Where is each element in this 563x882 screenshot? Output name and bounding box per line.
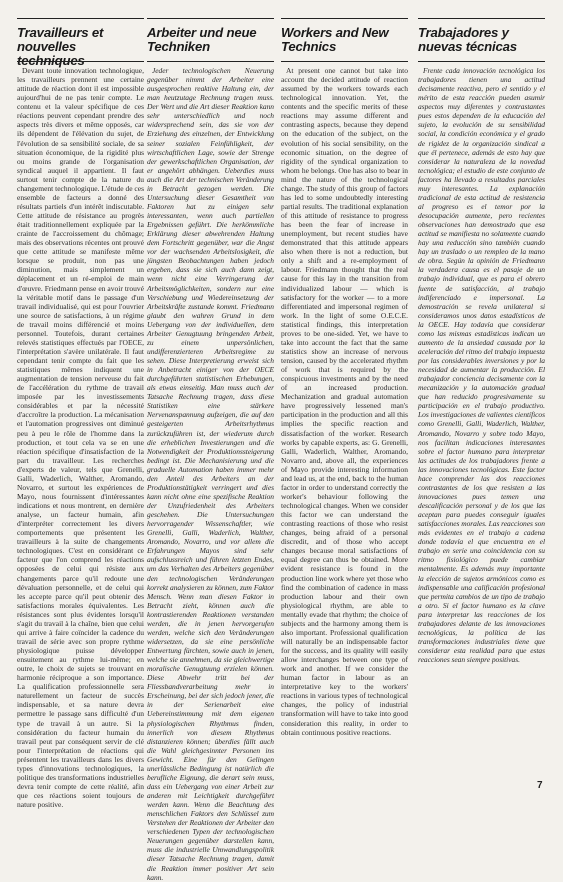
top-rule: [418, 18, 545, 19]
paragraph: Devant toute innovation technologique, les travailleurs prennent une certaine attitude de réaction dont il est impossible aujourd'hui de ne pas tenir compte. Le contenu et la valeur spécifique de ces réactions peuvent cependant prendre des aspects très divers et même opposés, car ils dépendent de l'élévation du sujet, de l'évolution de sa sensibilité sociale, de sa situation économique, de la rigidité plus ou moins grande de l'organisation syndical auquel il appartient. Il faut surtout tenir compte de la nature du changement technologique. L'étude de ces ensemble de facteurs a donné des résultats partiels d'un intérêt indiscutable. Cette attitude de résistance au progrès était traditionnellement expliquée par la crainte de l'accroissement du chômage; mais des observations récentes ont prouvé que cette attitude se manifeste même lorsque se produit, non pas une diminution, mais simplement un déplacement et un ré-emploi de main d'œuvre. Friedmann pense en avoir trouvé la véritable motif dans le passage d'un travail individualisé, qui est pour l'ouvrier une source de satisfactions, à un régime de travail moins différencié et moins personnel. Toutefois, durant certaines relevés statistiques effectués par l'OECE, l'interprétation s'avère unilatérale. Il faut cependant tenir compte du fait que les statistiques mêmes indiquent une augmentation de tension nerveuse du fait de l'accélération du rythme de travail imposée par les investissements considérables et par la nécessité d'accroître la production. La mécanisation et l'automation progressives ont diminué peu à peu le rôle de l'homme dans la production, et tout cela va se en une réaction spécifique d'insatisfaction de la part du travailleur. Les recherches d'experts de valeur, tels que Grenelli, Galli, Waderlich, Walther, Aromando, Novarro, et surtout les expériences de Mayo, nous fournissent d'intéressantes indications et nous montrent, en dernière analyse, un facteur humain, afin d'interpréter correctement les divers comportements que présentent les travailleurs à la suite de changements technologiques. C'est en considérant ce facteur que l'on comprend les réactions opposées de celui qui résiste aux changements parce qu'il redoute une dévaluation personnelle, et de celui qui les accepte parce qu'il peut obtenir des satisfactions morales équivalentes. Les résistances sont plus évidentes lorsqu'il s'agit du travail à la chaîne, bien que celui qui arrive à faire coïncider la cadence du travail de série avec son propre rythme physiologique puisse développer ensuitement au rythme lui-même; en outre, le choix de sujets se trouvant en harmonie réciproque a son importance. La qualification professionnelle sera naturellement un facteur de succès indispensable, et sa nature devra permettre le passage sans difficulté d'un type de travail à un autre. Si la considération du facteur humain du travail peut par conséquent servir de clé pour l'interprétation de réactions qui présentent les travailleurs dans les divers types d'innovations technologiques, la politique des transformations industrielles devra tenir compte de cette réalité, afin que ces réactions soient toujours de nature positive.: [17, 66, 144, 810]
column-body: [281, 66, 408, 778]
top-rule: [281, 18, 408, 19]
paragraph: At present one cannot but take into account the decided attitude of reaction assumed by the workers towards each technological innovation. Yet, the contents and the specific merits of these reactions may assume different and contrasting aspects, because they depend on the education of the subject, on the evolution of his social sensibility, on the economic situation, on the degree of rigidity of the syndical organization to whom he belongs. One has also to bear in mind the nature of the technological change. The study of this group of factors has led to some undoubtedly interesting partial results. The traditional explanation of this attitude of resistance to progress has been the fear of increase in unemployment, but recent studies have demonstrated that this attitude appears also when there is not a reduction, but only a shift and a re-employment of labour. Friedmann thought that the real cause for this lay in the transition from individualized labour — which is satisfactory for the worker — to a more differentiated and impersonal regimen of work. In the light of some O.E.C.E. statistical findings, this interpretation proves to be one-sided. Yet, we have to take into account the fact that the same statistics show an increase of nervous tension, caused by the accelerated rhythm of work that is required by the conspicuous investments and by the need of an increased production. Mechanization and gradual automation have progressively lessened man's participation in the production and all this implies the specific reaction and dissatisfaction of the worker. Research works by capable experts, as: G. Grenelli, Galli, Waderlich, Walther, Aromando, Novarro and, above all, the experiences of Mayo provide interesting information and lead us, at the end, back to the human factor in order to understand correctly the worker's behaviour following the technological changes. When we consider this factor we can understand the contrasting reactions of those who resist changes, being afraid of a personal discredit, and of those who accept changes because moral satisfactions of equal degree can thus be obtained. More evident resistance is found in the production line work where yet those who find the combination of cadence in mass production labour and their own physiological rhythm, are able to mentally evade that rhythm; the choice of subjects and the harmony among them is also important. Professional qualification will naturally be an indispensable factor for the success, and its quality will easily allow interchanges between one type of work and another. If we consider the human factor in labour as an interpretative key to the workers' reactions in various types of technological changes, the policy of industrial transformation will have to take into good consideration this reality, in order to obtain continuous positive reactions.: [281, 66, 408, 737]
paragraph: Frente cada innovación tecnológica los trabajadores tienen una actitud decisamente reactiva, pero el sentido y el mérito de esta reacción pueden asumir aspectos muy diferentes y contrastantes pues estos dependen de la educación del sujeto, la evolución de su sensibilidad social, la condición económica y el grado de rigidez de la organización sindical a que él pertenece, además de esto hay que considerar la naturaleza de la novedad tecnológica; el estudio de este conjunto de factores ha llevado a resultados parciales muy interesantes. La explanación tradicional de esta actitud de resistencia al progreso es el temor por la desocupación aumente, pero recientes observaciones han demostrado que esa actitud se manifiesta no solamente cuando hay una reducción sino también cuando hay un traslado o un rempleo de la mano de obra. Según la opinión de Friedmann la verdadera causa es el pasaje de un trabajo individual, que es para el obrero fuente de satisfacción, al trabajo indiferenciado e impersonal. La demostración se revela unilateral si consideramos unos datos estadísticos de la OECE. Hay todavía que considerar como las mismas estadísticas indican un aumento de la ansiedad causada por la aceleración del ritmo del trabajo impuesta por las considerables inversiones y por la necesidad de aumentar la producción. El trabajador conciencia decisamente con la mecanización y la automación gradual que han reducido progresivamente su participación en el trabajo productivo. Los investigaciones de valientes científicos como Grenelli, Galli, Waderlich, Walther, Aromando, Novarro y sobre todo Mayo, nos facilitan indicaciones interesantes sobre el factor humano para interpretar las actitudes de los trabajadores frente a las innovaciones tecnológicas. Este factor hace comprender las dos reacciones contrastantes de los que resisten a las innovaciones pues temen una descalificación personal y de los que las aceptan para puedes conseguir iguales satisfacciones morales. Las reacciones son más evidentes en el trabajo a cadena donde todavía el que encuentra en el trabajo en serie una coincidencia con su ritmo fisiológico puede cambiar mentalmente. Es además muy importante la elección de sujetos armónicos como es indispensable una calificación profesional que permita cambios de un tipo de trabajo a otro. Si el factor humano es la clave para interpretar las reacciones de los trabajadores delante de las innovaciones tecnológicas, la política de las transformaciones industriales tiene que considerar esta realidad para que estas reacciones sean siempre positivas.: [418, 66, 545, 665]
page-number: 7: [537, 780, 543, 791]
paragraph: Jeder technologischen Neuerung gegenüber nimmt der Arbeiter eine ausgesprochen reaktive Haltung ein, der man heutzutage Rechnung tragen muss. Der Wert und die Art dieser Reaktion kann sehr unterschiedlich und noch widersprechend sein, das sie von der Erziehung des einzelnen, der Entwicklung seiner sozialen Feinfühligkeit, der wirtschaftlichen Lage, sowie der Strenge der gewerkschaftlichen Organisation, der er angehört abhängen. Ueberdies muss auch die Art der technischen Veränderung in Betracht gezogen werden. Die Untersuchung dieser Gesamtheit von Faktoren hat zu einigen sehr interessanten, wenn auch partiellen Ergebnissen geführt. Die herkömmliche Erklärung dieser abwehrenden Haltung dem Fortschritt gegenüber, war die Angst vor der wachsenden Arbeitslosigkeit, die jüngsten Beobachtungen haben jedoch ergeben, dass sie sich auch dann zeigt, wenn nicht eine Verringerung der Arbeitsmöglichkeiten, sondern nur eine Verschiebung und Wiedereinsetzung der Arbeitskräfte zustande kommt. Friedmann glaubt den wahren Grund in dem Uebergang von der individuellen, dem Arbeiter Genugtuung bringenden Arbeit, zu einem unpersönlichen, undifferenzierteren Arbeitsregime zu sehen. Diese Interpretierung erweist sich in Anbetracht einiger von der OECE durchgeführten statistischen Erhebungen, als etwas einseitig. Man muss auch der Tatsache Rechnung tragen, dass diese Statistiken eine stärkere Nervenanspannung aufzeigen, die auf den gesteigerten Arbeitsrhythmus zurückzuführen ist, der wiederum durch die erheblichen Investierungen und die Notwendigkeit der Produktionssteigerung bedingt ist. Die Mechanisierung und die graduelle Automation haben immer mehr den Anteil des Arbeiters an der Produktionstätigkeit verringert und dies kann nicht ohne eine spezifische Reaktion der Unzufriedenheit des Arbeiters geschehen. Die Untersuchungen hervorragender Wissenschaftler, wie Grenelli, Galli, Waderlich, Walther, Aromando, Novarro, und vor allem die Erfahrungen Mayos sind sehr aufschlussreich und führen letzten Endes, um das Verhalten des Arbeiters gegenüber den technologischen Veränderungen korrekt analysieren zu können, zum Faktor Mensch. Wenn man diesen Faktor in Betracht zieht, können auch die kontrastierenden Reaktionen verstanden werden, die in jenen hervorgerufen werden, welche sich den Veränderungen widersetzen, da sie eine persönliche Entwertung fürchten, sowie auch in jenen, welche sie annehmen, da sie gleichwertige moralische Genugtuung erzielen können. Diese Abwehr tritt bei der Fliessbandverarbeitung mehr in Erscheinung, bei der sich jedoch jener, die in der Serienarbeit eine Uebereinstimmung mit dem eigenen physiologischen Rhythmus finden, innerlich von diesem Rhythmus distanzieren können; überdies fällt auch die Wahl gleichgesinnter Personen ins Gewicht. Eine für den Gelingen unerlässliche Bedingung ist natürlich die berufliche Eignung, die derart sein muss, dass ein Uebergang von einer Arbeit zur anderen mit Leichtigkeit durchgeführt werden kann. Wenn die Beachtung des menschlichen Faktors den Schlüssel zum Verstehen der Reaktionen der Arbeiter den verschiedenen Typen der technologischen Neuerungen gegenüber darstellen kann, muss die industrielle Umwandlungspolitik dieser Tatsache Rechnung tragen, damit die Reaktion immer positiver Art sein kann.: [147, 66, 274, 882]
column-body: [147, 66, 274, 882]
title-rule: [147, 61, 274, 62]
top-rule: [17, 18, 144, 19]
top-rule: [147, 18, 274, 19]
title-rule: [418, 61, 545, 62]
column-title: Workers and New Technics: [281, 25, 389, 54]
column-body: [418, 66, 545, 778]
column-body: [17, 66, 144, 810]
column-title: Travailleurs et nouvelles techniques: [17, 25, 104, 68]
title-rule: [17, 61, 144, 62]
column-title: Trabajadores y nuevas técnicas: [418, 25, 517, 54]
column-title: Arbeiter und neue Techniken: [147, 25, 257, 54]
title-rule: [281, 61, 408, 62]
